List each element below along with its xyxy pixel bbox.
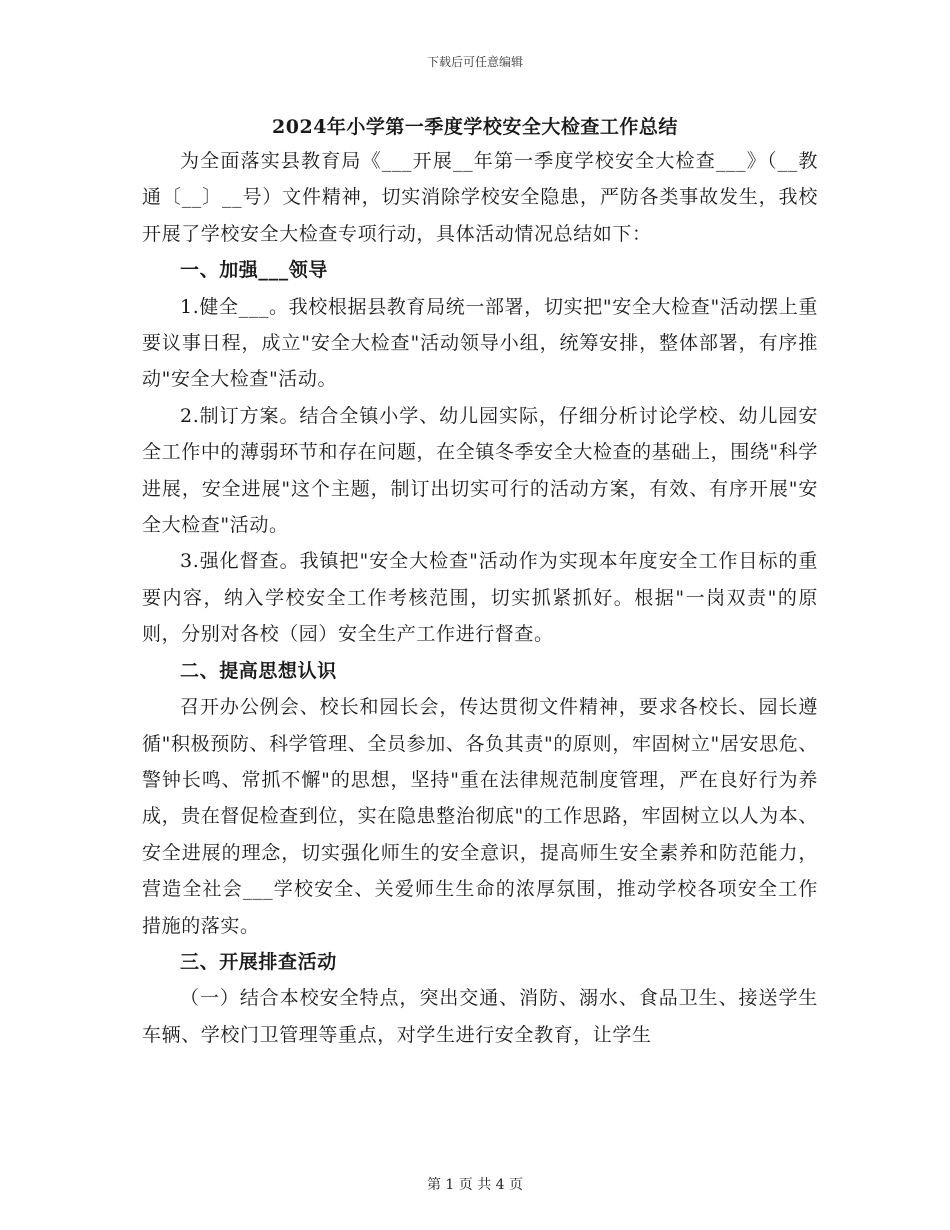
paragraph: 1.健全___。我校根据县教育局统一部署，切实把"安全大检查"活动摆上重要议事日程，成立"安全大检查"活动领导小组，统筹安排，整体部署，有序推动"安全大检查"活动。: [142, 295, 818, 391]
paragraph: 召开办公例会、校长和园长会，传达贯彻文件精神，要求各校长、园长遵循"积极预防、科学管理、全员参加、各负其责"的原则，牢固树立"居安思危、警钟长鸣、常抓不懈"的思想，坚持"重在法律规范制度管理，严在良好行为养成，贵在督促检查到位，实在隐患整治彻底"的工作思路，牢固树立以人为本、安全进展的理念，切实强化师生的安全意识，提高师生安全素养和防范能力，营造全社会___学校安全、关爱师生生命的浓厚氛围，推动学校各项安全工作措施的落实。: [142, 696, 818, 937]
document-body: [142, 143, 818, 1053]
section-heading: 三、开展排查活动: [180, 950, 337, 973]
page-number: 第 1 页 共 4 页: [426, 1177, 524, 1193]
intro-paragraph: 为全面落实县教育局《___开展__年第一季度学校安全大检查___》（__教通〔__〕__号）文件精神，切实消除学校安全隐患，严防各类事故发生，我校开展了学校安全大检查专项行动，具体活动情况总结如下：: [142, 150, 818, 245]
paragraph: 2.制订方案。结合全镇小学、幼儿园实际，仔细分析讨论学校、幼儿园安全工作中的薄弱环节和存在问题，在全镇冬季安全大检查的基础上，围绕"科学进展，安全进展"这个主题，制订出切实可行的活动方案，有效、有序开展"安全大检查"活动。: [142, 404, 818, 537]
section-heading: 一、加强___领导: [180, 259, 328, 282]
paragraph: （一）结合本校安全特点，突出交通、消防、溺水、食品卫生、接送学生车辆、学校门卫管理等重点，对学生进行安全教育，让学生: [142, 987, 818, 1046]
section-heading: 二、提高思想认识: [180, 659, 337, 682]
page-title: 2024年小学第一季度学校安全大检查工作总结: [272, 116, 678, 138]
paragraph: 3.强化督查。我镇把"安全大检查"活动作为实现本年度安全工作目标的重要内容，纳入学校安全工作考核范围，切实抓紧抓好。根据"一岗双责"的原则，分别对各校（园）安全生产工作进行督查。: [142, 550, 818, 646]
page-header-note: 下载后可任意编辑: [426, 55, 523, 69]
